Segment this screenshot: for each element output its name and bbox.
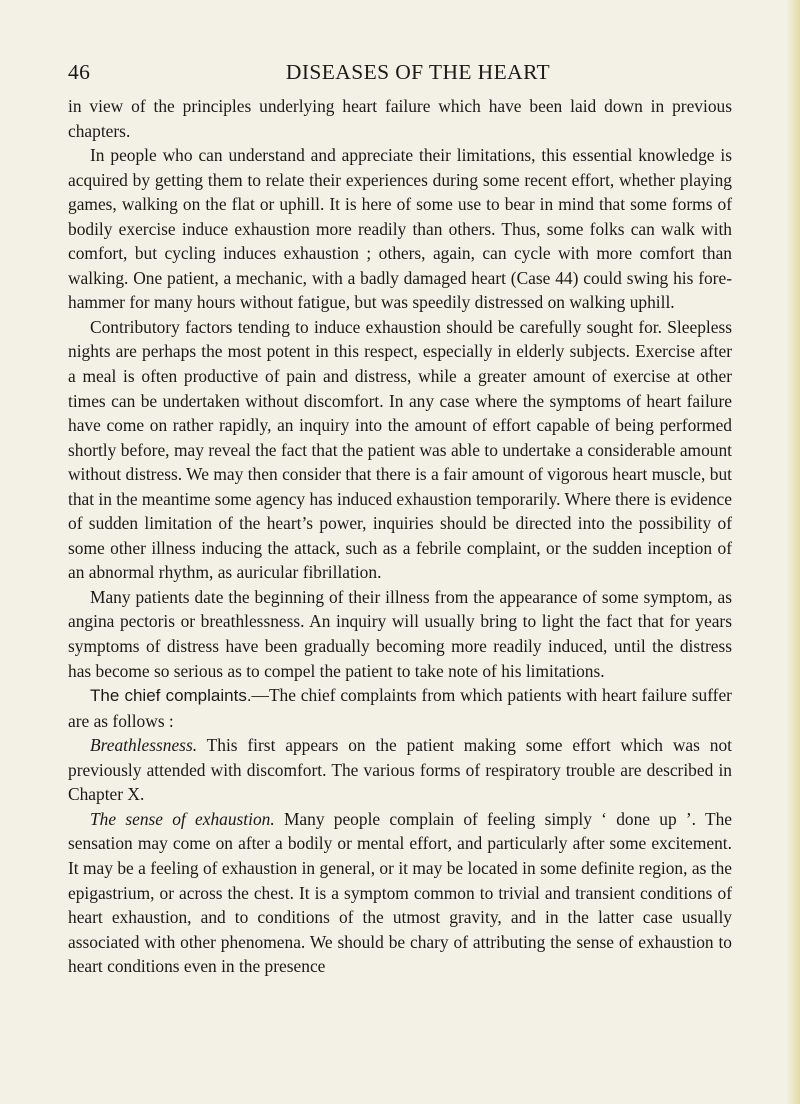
paragraph-knowledge: In people who can understand and appreciate their limitations, this essential knowledge is acquired by getting them to relate their experiences during some recent effort, whether playing games, walking on the flat or uphill. It is here of some use to bear in mind that some forms of bodily exercise induce exhaustion more readily than others. Thus, some folks can walk with comfort, but cycling induces exhaustion ; others, again, can cycle with more comfort than walking. One patient, a mechanic, with a badly damaged heart (Case 44) could swing his fore-hammer for many hours without fatigue, but was speedily distressed on walking uphill. — [68, 145, 732, 313]
paragraph-exhaustion — [68, 807, 732, 979]
section-intro: —The chief complaints from which patients with heart failure suffer are as follows : — [68, 685, 732, 731]
section-heading: The chief complaints. — [90, 686, 252, 706]
page-number: 46 — [68, 60, 91, 84]
paragraph-breathlessness — [68, 733, 732, 807]
term-breathlessness: Breathlessness. — [90, 735, 198, 756]
page-edge-shading — [786, 0, 800, 1104]
running-head — [68, 60, 728, 88]
paragraph-onset: Many patients date the beginning of their illness from the appearance of some symptom, as angina pectoris or breathlessness. An inquiry will usually bring to light the fact that for years symptoms of distress have been gradually becoming more readily induced, until the distress has become so serious as to compel the patient to take note of his limitations. — [68, 586, 732, 681]
body-text — [68, 94, 732, 979]
running-title: DISEASES OF THE HEART — [285, 60, 551, 84]
term-exhaustion: The sense of exhaustion. — [90, 808, 275, 829]
paragraph-chief-complaints — [68, 683, 732, 733]
paragraph-contributory-factors: Contributory factors tending to induce exhaustion should be carefully sought for. Sleepless nights are perhaps the most potent in this respect, especially in elderly subjects. Exercise after a meal is often productive of pain and distress, while a greater amount of exercise at other times can be undertaken without discomfort. In any case where the symptoms of heart failure have come on rather rapidly, an inquiry into the amount of effort capable of being performed shortly before, may reveal the fact that the patient was able to undertake a considerable amount without distress. We may then consider that there is a fair amount of vigorous heart muscle, but that in the meantime some agency has induced exhaustion temporarily. Where there is evidence of sudden limitation of the heart’s power, inquiries should be directed into the possibility of some other illness inducing the attack, such as a febrile complaint, or the sudden inception of an abnormal rhythm, as auricular fibrillation. — [68, 316, 732, 583]
text-exhaustion: Many people complain of feeling simply ‘ done up ’. The sensation may come on after a bodily or mental effort, and particularly after some excitement. It may be a feeling of exhaustion in general, or it may be located in some definite region, as the epigastrium, or across the chest. It is a symptom common to trivial and transient conditions of heart exhaustion, and to conditions of the utmost gravity, and in the latter case usually associated with other phenomena. We should be chary of attributing the sense of exhaustion to heart conditions even in the presence — [68, 808, 732, 977]
text-breathlessness: This first appears on the patient making some effort which was not previously attended with discomfort. The various forms of respiratory trouble are described in Chapter X. — [68, 735, 732, 805]
paragraph-continuation: in view of the principles underlying heart failure which have been laid down in previous chapters. — [68, 96, 732, 141]
